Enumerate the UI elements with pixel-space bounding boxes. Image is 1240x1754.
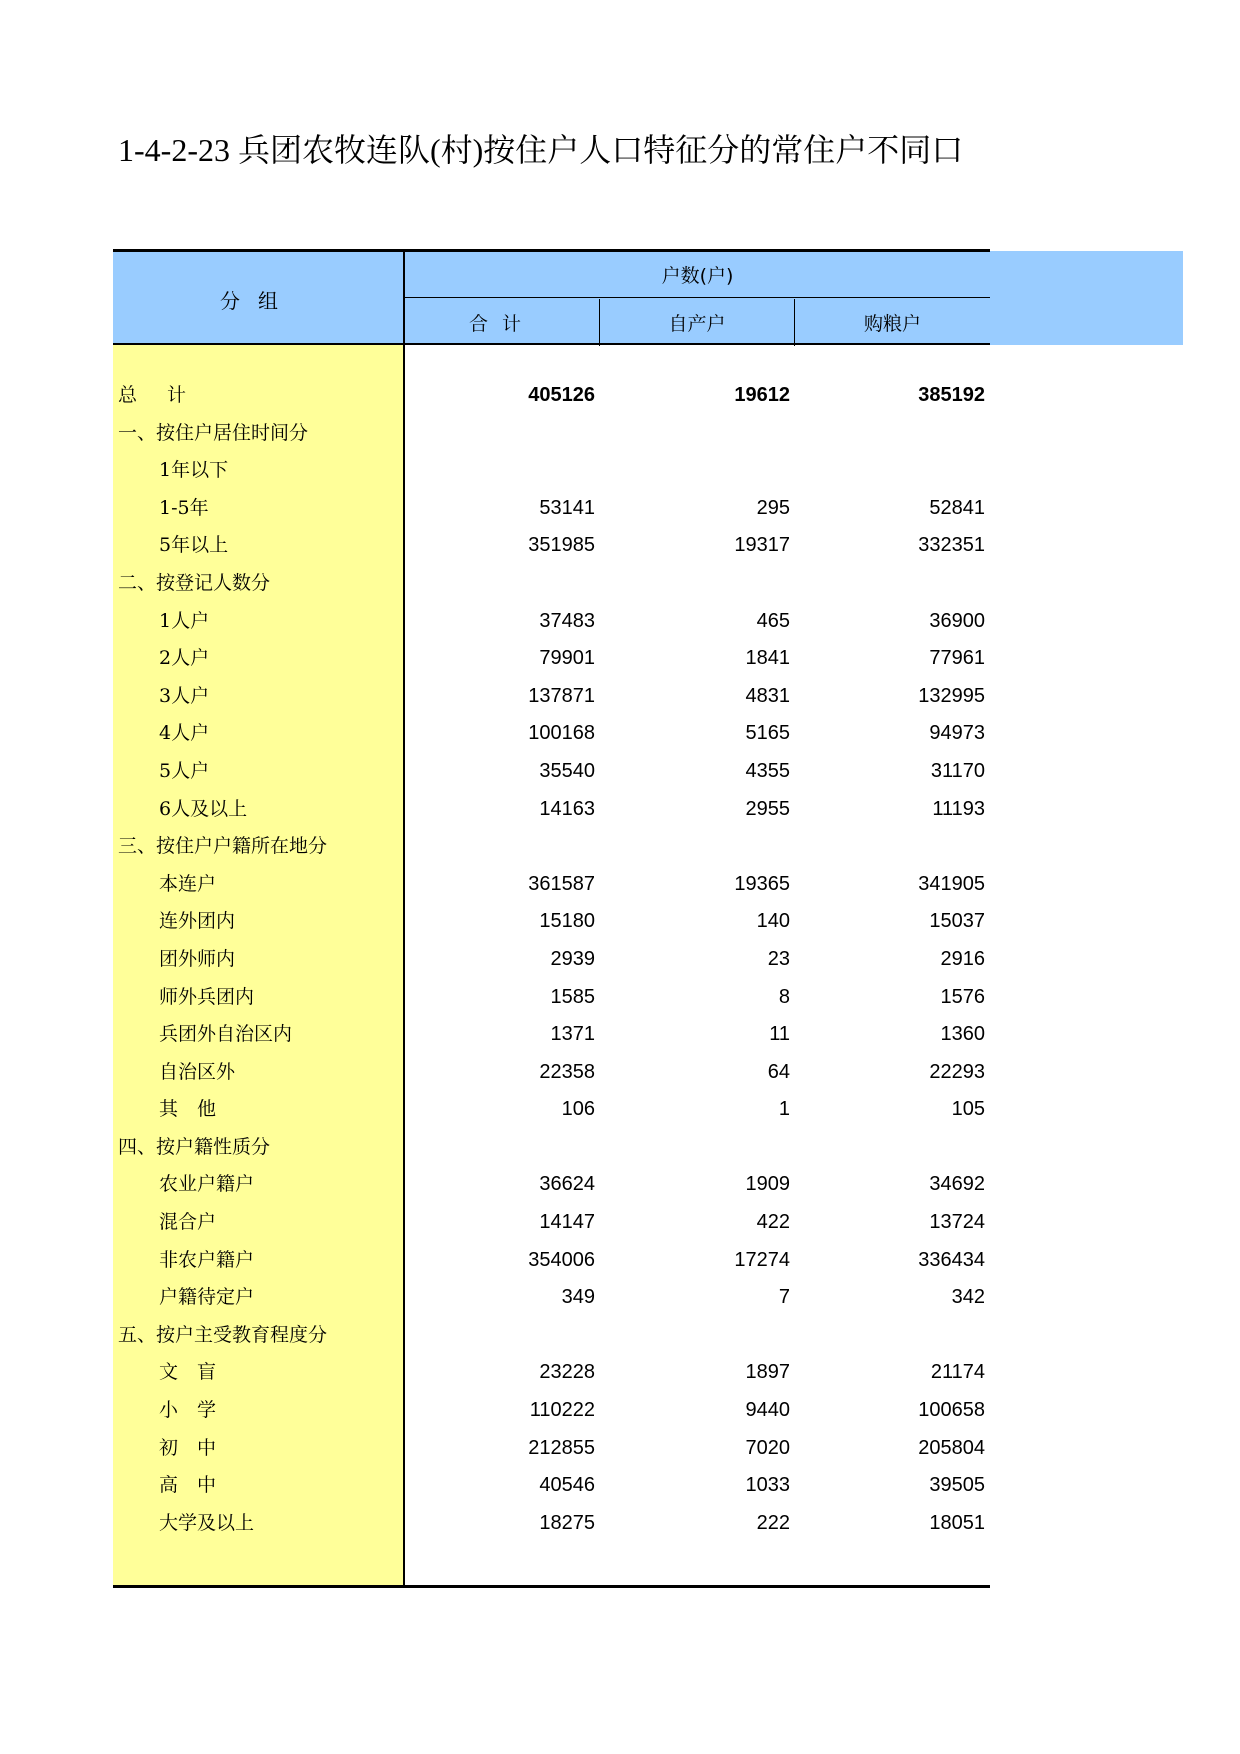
table-row [113, 1054, 990, 1092]
row-label: 混合户 [159, 1211, 217, 1234]
table-row [113, 753, 990, 791]
table-row [113, 1392, 990, 1430]
row-label: 3人户 [159, 684, 210, 707]
row-label: 小 学 [159, 1399, 217, 1422]
row-label: 本连户 [159, 872, 217, 895]
row-label: 团外师内 [159, 947, 236, 970]
section-row [113, 565, 990, 603]
row-label: 5人户 [159, 759, 210, 782]
cell-grain-purchasing [795, 452, 985, 490]
section-row [113, 1317, 990, 1355]
data-table [113, 249, 990, 1588]
row-label: 三、按住户户籍所在地分 [118, 835, 328, 858]
table-row [113, 1505, 990, 1543]
table-row [113, 1242, 990, 1280]
cell-grain-purchasing: 1576 [940, 985, 985, 1008]
cell-grain-purchasing: 385192 [918, 384, 985, 406]
table-row [113, 640, 990, 678]
cell-self-producing: 222 [756, 1511, 790, 1534]
header-background-extension [990, 251, 1183, 345]
row-label: 总计 [118, 384, 217, 406]
cell-grain-purchasing: 77961 [929, 647, 985, 670]
cell-grain-purchasing: 36900 [929, 609, 985, 632]
cell-total: 36624 [539, 1173, 595, 1196]
table-row [113, 1016, 990, 1054]
row-label: 4人户 [159, 722, 210, 745]
row-label: 其 他 [159, 1098, 217, 1121]
row-label: 二、按登记人数分 [118, 571, 271, 594]
cell-self-producing: 1841 [745, 647, 790, 670]
cell-total: 35540 [539, 759, 595, 782]
table-row [113, 715, 990, 753]
cell-grain-purchasing: 22293 [929, 1060, 985, 1083]
cell-self-producing: 4831 [745, 684, 790, 707]
cell-grain-purchasing [795, 565, 985, 603]
row-label: 2人户 [159, 647, 210, 670]
cell-grain-purchasing: 11193 [932, 797, 985, 820]
cell-self-producing: 19612 [734, 384, 790, 406]
cell-self-producing [600, 415, 790, 453]
cell-self-producing: 140 [756, 910, 790, 933]
cell-grain-purchasing: 52841 [929, 496, 985, 519]
row-label: 农业户籍户 [159, 1173, 255, 1196]
cell-self-producing: 7 [778, 1286, 790, 1309]
cell-total: 1371 [550, 1023, 595, 1046]
row-label: 高 中 [159, 1474, 217, 1497]
cell-self-producing: 2955 [745, 797, 790, 820]
cell-total: 23228 [539, 1361, 595, 1384]
table-rows [113, 377, 990, 1542]
cell-grain-purchasing: 13724 [929, 1211, 985, 1234]
cell-total: 14163 [539, 797, 595, 820]
table-row [113, 490, 990, 528]
cell-grain-purchasing: 15037 [929, 910, 985, 933]
cell-grain-purchasing: 94973 [929, 722, 985, 745]
row-label: 1年以下 [159, 459, 229, 482]
cell-self-producing: 19365 [734, 872, 790, 895]
table-row [113, 903, 990, 941]
cell-self-producing [600, 828, 790, 866]
cell-grain-purchasing: 39505 [929, 1474, 985, 1497]
row-label: 文 盲 [159, 1361, 217, 1384]
section-row [113, 1129, 990, 1167]
row-label: 师外兵团内 [159, 985, 255, 1008]
cell-grain-purchasing: 105 [951, 1098, 985, 1121]
total-row [113, 377, 990, 415]
cell-total: 351985 [528, 534, 595, 557]
row-label: 五、按户主受教育程度分 [118, 1323, 328, 1346]
cell-total: 349 [561, 1286, 595, 1309]
cell-total: 15180 [539, 910, 595, 933]
row-label: 非农户籍户 [159, 1248, 255, 1271]
cell-self-producing: 1897 [745, 1361, 790, 1384]
cell-self-producing: 5165 [745, 722, 790, 745]
cell-total [405, 452, 595, 490]
table-row [113, 1204, 990, 1242]
table-row [113, 452, 990, 490]
row-label: 自治区外 [159, 1060, 236, 1083]
section-row [113, 415, 990, 453]
cell-grain-purchasing: 34692 [929, 1173, 985, 1196]
cell-grain-purchasing [795, 1317, 985, 1355]
header-column-total: 合计 [405, 299, 600, 346]
cell-self-producing: 465 [756, 609, 790, 632]
table-row [113, 1091, 990, 1129]
cell-self-producing: 64 [767, 1060, 790, 1083]
cell-total: 110222 [529, 1399, 595, 1422]
cell-grain-purchasing [795, 1129, 985, 1167]
cell-self-producing: 8 [778, 985, 790, 1008]
cell-grain-purchasing: 205804 [918, 1436, 985, 1459]
table-row [113, 979, 990, 1017]
cell-self-producing: 295 [756, 496, 790, 519]
cell-total [405, 1129, 595, 1167]
header-column-grain-purchasing: 购粮户 [863, 313, 921, 335]
cell-grain-purchasing: 31170 [930, 759, 985, 782]
cell-total: 1585 [550, 985, 595, 1008]
row-label: 初 中 [159, 1436, 217, 1459]
cell-total: 40546 [539, 1474, 595, 1497]
table-row [113, 1279, 990, 1317]
table-row [113, 678, 990, 716]
cell-self-producing [600, 452, 790, 490]
row-label: 一、按住户居住时间分 [118, 421, 309, 444]
cell-self-producing [600, 565, 790, 603]
cell-self-producing: 1 [778, 1098, 790, 1121]
cell-total: 100168 [528, 722, 595, 745]
header-households-label: 户数(户) [405, 252, 990, 298]
table-row [113, 1467, 990, 1505]
row-label: 连外团内 [159, 910, 236, 933]
page-title: 1-4-2-23 兵团农牧连队(村)按住户人口特征分的常住户不同口 [118, 132, 964, 168]
cell-grain-purchasing: 336434 [918, 1248, 985, 1271]
cell-self-producing: 1909 [745, 1173, 790, 1196]
cell-self-producing: 4355 [745, 759, 790, 782]
cell-total: 22358 [539, 1060, 595, 1083]
cell-total: 137871 [528, 684, 595, 707]
cell-self-producing: 9440 [745, 1399, 790, 1422]
cell-total [405, 828, 595, 866]
table-row [113, 1430, 990, 1468]
row-label: 兵团外自治区内 [159, 1023, 293, 1046]
row-label: 户籍待定户 [159, 1286, 255, 1309]
table-row [113, 603, 990, 641]
cell-grain-purchasing: 332351 [918, 534, 985, 557]
row-label: 四、按户籍性质分 [118, 1135, 271, 1158]
row-label: 6人及以上 [159, 797, 248, 820]
cell-self-producing: 23 [767, 947, 790, 970]
row-label: 5年以上 [159, 534, 229, 557]
cell-grain-purchasing: 21174 [930, 1361, 985, 1384]
cell-self-producing: 1033 [745, 1474, 790, 1497]
cell-self-producing [600, 1317, 790, 1355]
table-row [113, 941, 990, 979]
cell-total: 354006 [528, 1248, 595, 1271]
cell-self-producing: 422 [756, 1211, 790, 1234]
cell-total: 53141 [539, 496, 595, 519]
row-label: 1人户 [159, 609, 210, 632]
cell-total [405, 1317, 595, 1355]
cell-total: 106 [561, 1098, 595, 1121]
cell-total: 361587 [528, 872, 595, 895]
cell-self-producing: 7020 [745, 1436, 790, 1459]
cell-grain-purchasing [795, 828, 985, 866]
cell-grain-purchasing: 100658 [918, 1399, 985, 1422]
cell-grain-purchasing: 341905 [918, 872, 985, 895]
cell-self-producing: 17274 [734, 1248, 790, 1271]
header-group-label: 分组 [113, 252, 405, 346]
cell-total: 18275 [539, 1511, 595, 1534]
cell-total: 2939 [550, 947, 595, 970]
cell-grain-purchasing: 132995 [918, 684, 985, 707]
cell-self-producing: 19317 [734, 534, 790, 557]
table-body [113, 345, 990, 1588]
cell-self-producing: 11 [769, 1023, 790, 1046]
cell-grain-purchasing: 342 [951, 1286, 985, 1309]
cell-total: 405126 [528, 384, 595, 406]
cell-self-producing [600, 1129, 790, 1167]
cell-grain-purchasing: 2916 [940, 947, 985, 970]
cell-grain-purchasing [795, 415, 985, 453]
cell-total: 37483 [539, 609, 595, 632]
row-label: 大学及以上 [159, 1511, 255, 1534]
cell-grain-purchasing: 18051 [929, 1511, 985, 1534]
table-row [113, 1354, 990, 1392]
cell-total: 79901 [539, 647, 595, 670]
table-row [113, 1166, 990, 1204]
table-row [113, 791, 990, 829]
cell-grain-purchasing: 1360 [940, 1023, 985, 1046]
cell-total [405, 415, 595, 453]
section-row [113, 828, 990, 866]
cell-total: 14147 [539, 1211, 595, 1234]
table-row [113, 527, 990, 565]
table-row [113, 866, 990, 904]
header-column-self-producing: 自产户 [600, 299, 795, 346]
table-header [113, 249, 990, 345]
cell-total [405, 565, 595, 603]
row-label: 1-5年 [159, 496, 209, 519]
cell-total: 212855 [528, 1436, 595, 1459]
